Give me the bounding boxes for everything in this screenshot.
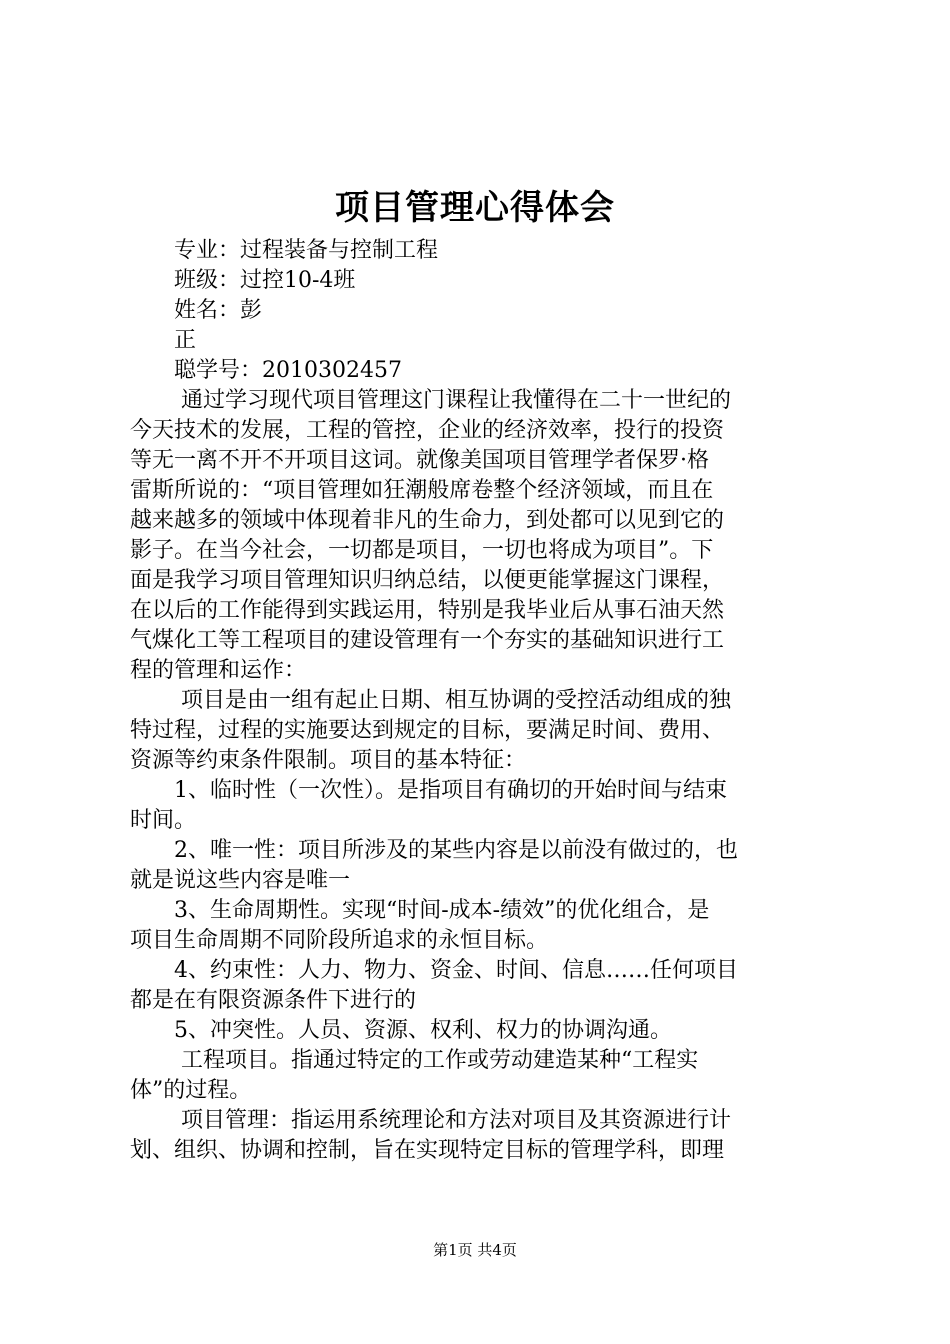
text-line: 聪学号：2010302457 [130,358,402,383]
text-line: 就是说这些内容是唯一 [130,868,351,893]
page-title: 项目管理心得体会 [335,188,615,228]
text-line: 越来越多的领域中体现着非凡的生命力，到处都可以见到它的 [130,508,725,533]
text-line: 面是我学习项目管理知识归纳总结，以便更能掌握这门课程， [130,568,725,593]
text-line: 项目是由一组有起止日期、相互协调的受控活动组成的独 [130,688,731,713]
text-line: 在以后的工作能得到实践运用，特别是我毕业后从事石油天然 [130,598,725,623]
text-line: 项目生命周期不同阶段所追求的永恒目标。 [130,928,549,953]
text-line: 都是在有限资源条件下进行的 [130,988,417,1013]
body-text [130,236,832,1166]
text-line: 3、生命周期性。实现“时间-成本-绩效”的优化组合，是 [130,898,710,923]
text-line: 气煤化工等工程项目的建设管理有一个夯实的基础知识进行工 [130,628,725,653]
text-line: 划、组织、协调和控制，旨在实现特定目标的管理学科，即理 [130,1138,725,1163]
text-line: 工程项目。指通过特定的工作或劳动建造某种“工程实 [130,1048,699,1073]
text-line: 程的管理和运作： [130,658,307,683]
page-footer: 第1页 共4页 [433,1241,517,1259]
text-line: 1、临时性（一次性）。是指项目有确切的开始时间与结束 [130,778,727,803]
text-line: 体”的过程。 [130,1078,252,1103]
text-line: 2、唯一性：项目所涉及的某些内容是以前没有做过的，也 [130,838,738,863]
text-line: 雷斯所说的：“项目管理如狂潮般席卷整个经济领域，而且在 [130,478,714,503]
text-line: 影子。在当今社会，一切都是项目，一切也将成为项目”。下 [130,538,714,563]
text-line: 通过学习现代项目管理这门课程让我懂得在二十一世纪的 [130,388,731,413]
text-line: 班级：过控10-4班 [130,268,356,293]
text-line: 4、约束性：人力、物力、资金、时间、信息……任何项目 [130,958,738,983]
text-line: 5、冲突性。人员、资源、权利、权力的协调沟通。 [130,1018,672,1043]
text-line: 专业：过程装备与控制工程 [130,238,439,263]
text-line: 等无一离不开不开项目这词。就像美国项目管理学者保罗·格 [130,448,709,473]
text-line: 时间。 [130,808,197,833]
text-line: 项目管理：指运用系统理论和方法对项目及其资源进行计 [130,1108,731,1133]
text-line: 正 [130,328,197,353]
text-line: 今天技术的发展，工程的管控，企业的经济效率，投行的投资 [130,418,725,443]
text-line: 姓名：彭 [130,298,263,323]
text-line: 特过程，过程的实施要达到规定的目标，要满足时间、费用、 [130,718,725,743]
text-line: 资源等约束条件限制。项目的基本特征： [130,748,527,773]
